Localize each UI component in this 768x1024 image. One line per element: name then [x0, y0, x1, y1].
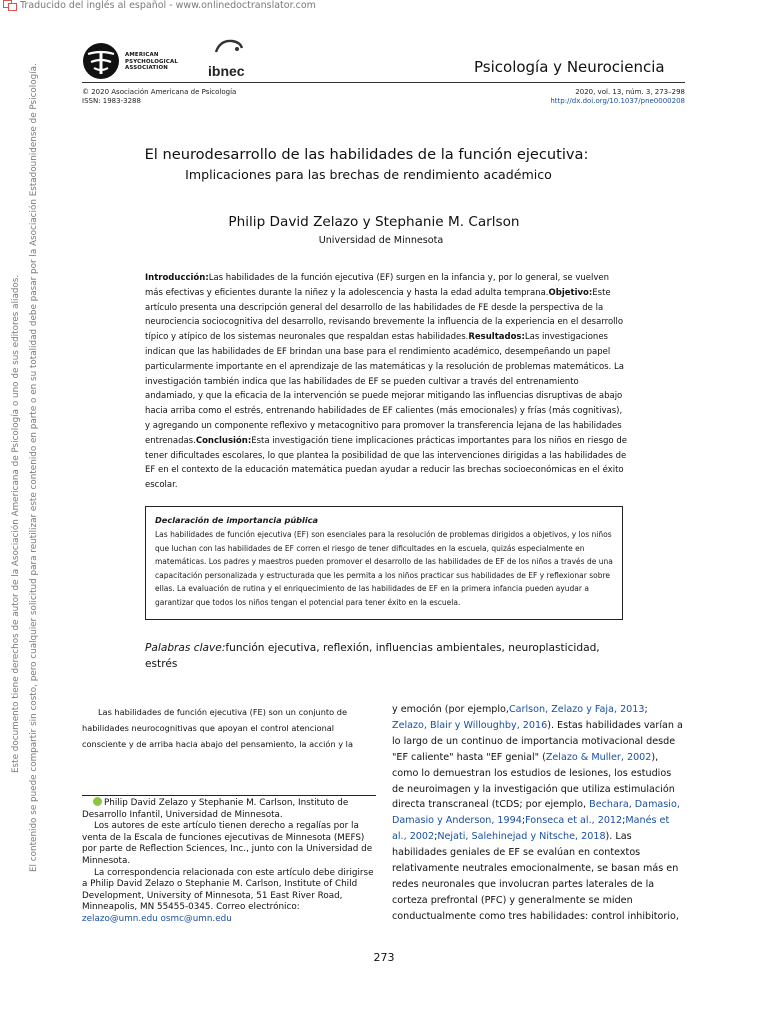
abstract-intro-text: Las habilidades de la función ejecutiva (EF) surgen en la infancia y, por lo general, se vuelven más efectivas y eficientes durante la niñez y la adolescencia y hasta la edad adulta temprana. — [145, 273, 610, 298]
apa-logo-text: AMERICAN PSYCHOLOGICAL ASSOCIATION — [125, 52, 179, 72]
ibnec-logo — [206, 38, 248, 80]
footnote-disclosure: Los autores de este artículo tienen derecho a regalías por la venta de la Escala de funciones ejecutivas de Minnesota (MEFS) por parte de Reflection Sciences, Inc., junto con la Universidad de Minnesota. — [82, 821, 373, 866]
citation-link[interactable]: Bechara, Damasio, Damasio y Anderson, 1994 — [392, 799, 680, 827]
translate-icon — [3, 0, 17, 11]
page-number: 273 — [373, 951, 395, 964]
issn: ISSN: 1983-3288 — [82, 97, 141, 105]
volume-info: 2020, vol. 13, núm. 3, 273–298 — [575, 88, 685, 96]
citation-link[interactable]: Zelazo & Muller, 2002 — [545, 751, 652, 763]
author-affiliation: Universidad de Minnesota — [318, 235, 444, 246]
abstract-objective-label: Objetivo: — [548, 287, 593, 298]
article-title: El neurodesarrollo de las habilidades de la función ejecutiva: — [144, 146, 589, 163]
translator-bar[interactable] — [3, 0, 316, 11]
email-link-zelazo[interactable]: zelazo@umn.edu — [82, 913, 158, 924]
abstract-conclusion-label: Conclusión: — [195, 435, 252, 446]
citation-link[interactable]: Carlson, Zelazo y Faja, 2013 — [508, 704, 645, 715]
citation-link[interactable]: Nejati, Salehinejad y Nitsche, 2018 — [437, 831, 606, 843]
public-significance-text: Las habilidades de función ejecutiva (EF) son esenciales para la resolución de problemas dirigidos a objetivos, y los niños que luchan con las habilidades de EF corren el riesgo de tener dificultades en la escuela, quizás especialmente en matemáticas. Los padres y maestros pueden promover el desarrollo de las habilidades de EF de los niños a través de una capacitación personalizada y estructurada que les permita a los niños practicar sus habilidades de EF y reflexionar sobre ellas. La evaluación de rutina y el enriquecimiento de las habilidades de EF en la primera infancia pueden ayudar a garantizar que todos los niños tengan el potencial para tener éxito en la escuela. — [155, 530, 613, 607]
citation-link[interactable]: Manés et al., 2002 — [392, 815, 670, 843]
abstract-results-text: Las investigaciones indican que las habilidades de EF brindan una base para el rendimiento académico, desempeñando un papel particularmente importante en el aprendizaje de las matemáticas y la resolución de problemas matemáticos. La investigación también indica que las habilidades de EF se pueden cultivar a través del entrenamiento andamiado, y que la eficacia de la intervención se puede mejorar mitigando las influencias disruptivas de abajo hacia arriba como el estrés, entrenando habilidades de EF calientes (más emocionales) y frías (más cognitivas), y agregando un componente reflexivo y metacognitivo para promover la transferencia lejana de las habilidades entrenadas. — [145, 332, 624, 446]
keywords-text: función ejecutiva, reflexión, influencias ambientales, neuroplasticidad, estrés — [145, 642, 600, 670]
article-authors: Philip David Zelazo y Stephanie M. Carlson — [228, 214, 520, 230]
article-subtitle: Implicaciones para las brechas de rendimiento académico — [185, 167, 552, 182]
abstract-results-label: Resultados: — [468, 332, 525, 343]
public-significance-box — [145, 506, 623, 620]
apa-logo — [82, 42, 120, 80]
abstract-intro-label: Introducción: — [145, 273, 209, 283]
doi-link[interactable]: http://dx.doi.org/10.1037/pne0000208 — [550, 97, 685, 105]
keywords — [145, 641, 625, 672]
footnote-divider — [82, 795, 376, 796]
citation-link[interactable]: Fonseca et al., 2012 — [525, 815, 623, 827]
footnote-affiliation: Philip David Zelazo y Stephanie M. Carlson, Instituto de Desarrollo Infantil, Universidad de Minnesota. — [82, 798, 349, 820]
sharing-side-note: El contenido se puede compartir sin costo, pero cualquier solicitud para reutilizar este contenido en parte o en su totalidad debe pasar por la Asociación Estadounidense de Psicología. — [29, 63, 39, 872]
abstract-objective-text: Este artículo presenta una descripción general del desarrollo de las habilidades de FE desde la perspectiva de la neurociencia sociocognitiva del desarrollo, revisando brevemente la influencia de la experiencia en el desarrollo típico y atípico de los sistemas neuronales que respaldan estas habilidades. — [145, 287, 624, 343]
copyright-notice: © 2020 Asociación Americana de Psicología — [82, 88, 237, 96]
citation-link[interactable]: Zelazo, Blair y Willoughby, 2016 — [392, 719, 548, 731]
footnote-correspondence: La correspondencia relacionada con este artículo debe dirigirse a Philip David Zelazo o Stephanie M. Carlson, Institute of Child Development, University of Minnesota, 51 East River Road, Minneapolis, MN 55455-0345. Correo electrónico: — [82, 867, 374, 913]
keywords-label: Palabras clave: — [145, 642, 226, 654]
abstract — [145, 271, 627, 493]
journal-name: Psicología y Neurociencia — [474, 58, 665, 76]
svg-text:ibnec: ibnec — [208, 63, 245, 79]
body-left-column: Las habilidades de función ejecutiva (FE) son un conjunto de habilidades neurocognitivas que apoyan el control atencional consciente y de arriba hacia abajo del pensamiento, la acción y la — [82, 707, 353, 749]
public-significance-title: Declaración de importancia pública — [155, 515, 319, 525]
abstract-conclusion-text: Esta investigación tiene implicaciones prácticas importantes para los niños en riesgo de tener dificultades escolares, lo que plantea la posibilidad de que las intervenciones dirigidas a las habilidades de EF en el contexto de la educación matemática puedan ayudar a reducir las brechas socioeconómicas en el éxito escolar. — [145, 435, 627, 491]
translator-link[interactable]: Traducido del inglés al español - www.onlinedoctranslator.com — [20, 0, 316, 11]
footnotes — [82, 797, 377, 926]
copyright-side-note: Este documento tiene derechos de autor de la Asociación Americana de Psicología o uno de sus editores aliados. — [11, 274, 21, 773]
email-link-carlson[interactable]: osmc@umn.edu — [160, 913, 232, 924]
orcid-icon[interactable] — [93, 797, 102, 806]
header-divider — [82, 82, 685, 83]
body-right-column: y emoción (por ejemplo,Carlson, Zelazo y Faja, 2013; Zelazo, Blair y Willoughby, 2016). Estas habilidades varían a lo largo de un continuo de importancia motivacional desde "EF caliente" hasta "EF genial" (Zelazo & Muller, 2002), como lo demuestran los estudios de lesiones, los estudios de neuroimagen y la investigación que utiliza estimulación directa transcraneal (tCDS; por ejemplo, Bechara, Damasio, Damasio y Anderson, 1994;Fonseca et al., 2012;Manés et al., 2002;Nejati, Salehinejad y Nitsche, 2018). Las habilidades geniales de EF se evalúan en contextos relativamente neutrales emocionalmente, se basan más en redes neuronales que involucran partes laterales de la corteza prefrontal (PFC) y generalmente se miden conductualmente como tres habilidades: control inhibitorio, — [392, 704, 683, 922]
